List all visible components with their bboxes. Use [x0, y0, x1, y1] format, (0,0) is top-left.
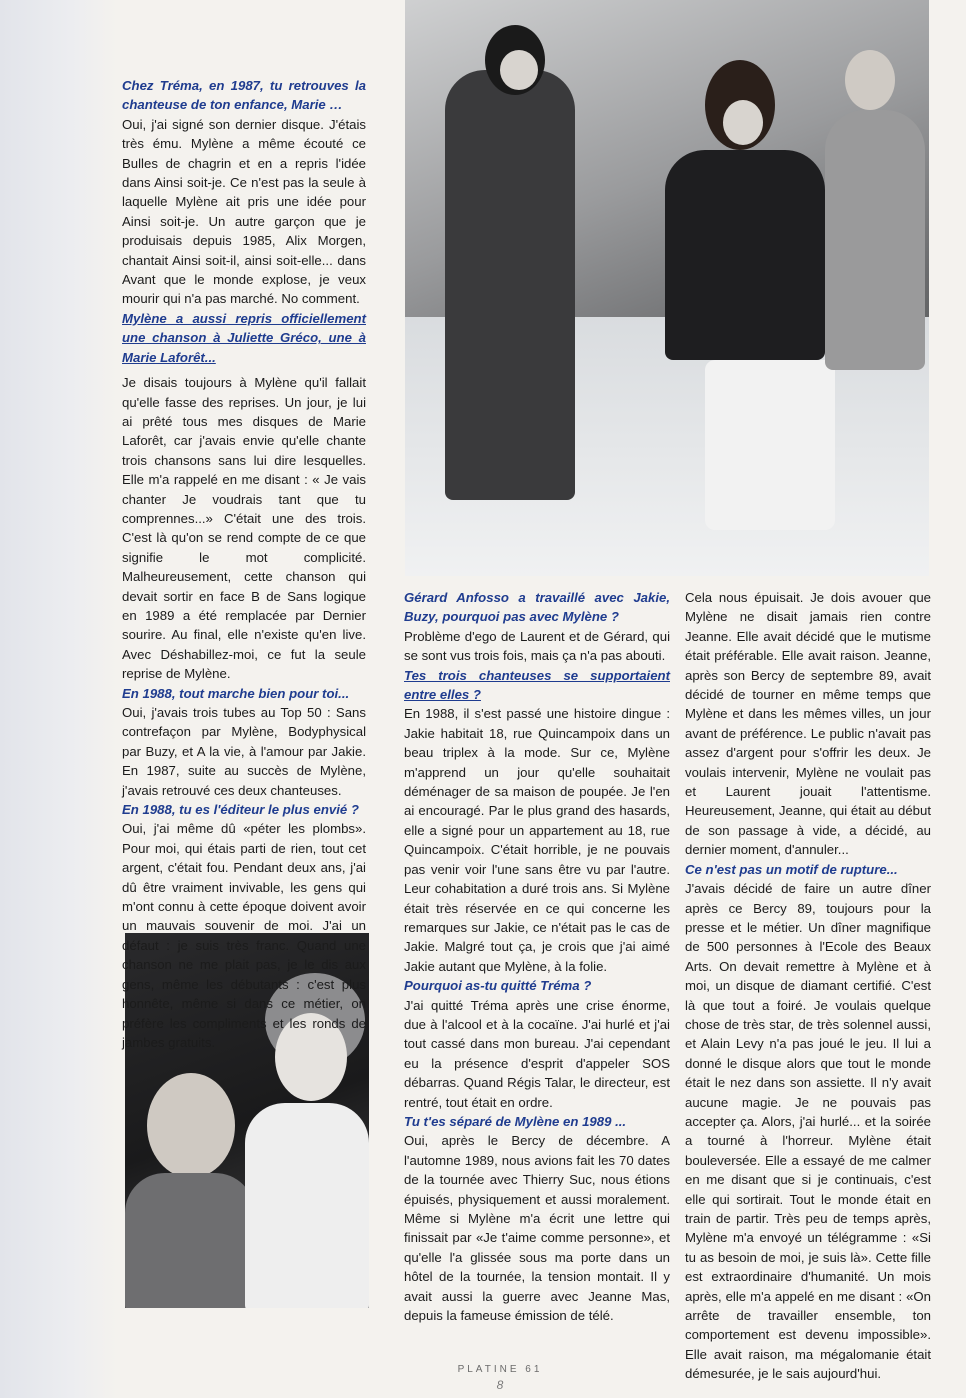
- question-heading: Ce n'est pas un motif de rupture...: [685, 861, 898, 877]
- question-heading: Chez Tréma, en 1987, tu retrouves la chanteuse de ton enfance, Marie …: [122, 78, 366, 113]
- answer-text: J'ai quitté Tréma après une crise énorme, due à l'alcool et à la cocaïne. J'ai hurlé et j'ai tout cassé dans mon bureau. J'ai cependant eu la présence d'esprit d'appeler SOS débarras. Quand Régis Talar, le directeur, est rentré, tout était en ordre.: [404, 997, 670, 1110]
- answer-text: Cela nous épuisait. Je dois avouer que Mylène ne disait jamais rien contre Jeanne. Elle avait décidé que le mutisme était préférable. Elle avait raison. Jeanne, après son Bercy de septembre 89, avait décidé de tourner en même temps que Mylène et dans les mêmes villes, un jour avant de préférence. Le public n'avait pas assez d'argent pour s'offrir les deux. Je voulais intervenir, Mylène ne voulait pas et Laurent jouait l'attentisme. Heureusement, Jeanne, qui était au début de son passage à vide, a décidé, au dernier moment, d'annuler...: [685, 590, 931, 858]
- answer-text: J'avais décidé de faire un autre dîner après ce Bercy 89, toujours pour la presse et le métier. Un dîner magnifique de 500 personnes à l'Ecole des Beaux Arts. On devait remettre à Mylène et à moi, un disque de diamant certifié. C'est là que tout a foiré. Je voulais quelque chose de très star, de très solennel aussi, et Alain Levy n'a pas joué le jeu. Il lui a donné le disque alors que tout le monde était le nez dans son assiette. Il n'y avait aucune magie. Je ne pouvais pas accepter ça. Alors, j'ai hurlé... et la soirée a tourné à l'horreur. Mylène était bouleversée. Elle a essayé de me calmer en me disant que si je continuais, c'est elle qui sortirait. Tout le monde était en train de partir. Très peu de temps après, Mylène m'a envoyé un télégramme : «Si tu as besoin de moi, je suis là». Cette fille est extraordinaire d'humanité. Un mois après, elle m'a appelé en me disant : «On arrête de travailler ensemble, ton comportement est devenu impossible». Elle avait raison, ma mégalomanie était démesurée, je le sais aujourd'hui.: [685, 881, 931, 1382]
- answer-text: Oui, j'ai signé son dernier disque. J'étais très ému. Mylène a même écouté ce Bulles de chagrin et en a repris l'idée dans Ainsi soit-je. Ce n'est pas la seule à laquelle Mylène ait pris une idée pour Ainsi soit-je. Un autre garçon que je produisais depuis 1985, Alix Morgen, chantait Ainsi soit-il, ainsi soit-elle... dans Avant que le monde explose, je veux mourir qui n'a pas marché. No comment.: [122, 116, 366, 307]
- interview-column-1: [122, 76, 366, 1052]
- interview-column-2: [404, 588, 670, 1325]
- page-number: 8: [496, 1378, 504, 1392]
- magazine-brand: PLATINE 61: [457, 1364, 543, 1375]
- question-heading: Pourquoi as-tu quitté Tréma ?: [404, 978, 592, 994]
- question-heading: Tes trois chanteuses se supportaient entre elles ?: [404, 667, 670, 703]
- answer-text: En 1988, il s'est passé une histoire dingue : Jakie habitait 18, rue Quincampoix dans un beau triplex à la mode. Sur ce, Mylène m'apprend un jour qu'elle souhaitait déménager de sa maison de poupée. Je l'en ai encouragé. Par le plus grand des hasards, elle a signé pour un appartement au 18, rue Quincampoix. C'était horrible, je ne pouvais pas venir voir l'une sans être vu par l'autre. Leur cohabitation a duré trois ans. Si Mylène était très réservée en ce qui concerne les remarques sur Jakie, ce n'était pas le cas de Jakie. Malgré tout ça, je crois que j'ai aimé Jakie autant que Mylène, à la folie.: [404, 706, 670, 974]
- interview-column-3: [685, 588, 931, 1384]
- facing-page-bleed: [60, 0, 126, 1100]
- answer-text: Problème d'ego de Laurent et de Gérard, qui se sont vus trois fois, mais ça n'a pas abouti.: [404, 628, 670, 664]
- question-heading: Mylène a aussi repris officiellement une chanson à Juliette Gréco, une à Marie Laforêt...: [122, 310, 366, 365]
- question-heading: Tu t'es séparé de Mylène en 1989 ...: [404, 1113, 627, 1129]
- question-heading: En 1988, tu es l'éditeur le plus envié ?: [122, 802, 359, 818]
- answer-text: Oui, j'ai même dû «péter les plombs». Pour moi, qui étais parti de rien, tout cet argent, c'était fou. Pendant deux ans, j'ai dû être vraiment invivable, les gens qui m'ont connu à cette époque doivent avoir un mauvais souvenir de moi. J'ai un défaut : je suis très franc. Quand une chanson ne me plait pas, je le dis aux gens, même les débutants : c'est plus honnête, même si dans ce métier, on préfère les compliments et les ronds de jambes gratuits.: [122, 821, 366, 1050]
- answer-text: Oui, j'avais trois tubes au Top 50 : Sans contrefaçon par Mylène, Bodyphysical par Buzy, et A la vie, à l'amour par Jakie. En 1987, suite au succès de Mylène, j'avais retrouvé ces deux chanteuses.: [122, 705, 366, 798]
- answer-text: Oui, après le Bercy de décembre. A l'automne 1989, nous avions fait les 70 dates de la tournée avec Thierry Suc, nous étions épuisés, physiquement et aussi moralement. Même si Mylène m'a écrit une lettre qui finissait par «Je t'aime comme personne», et qu'elle l'a glissée sous ma porte dans un hôtel de la tournée, la tension montait. Il y avait aussi la guerre avec Jeanne Mas, depuis la fameuse émission de télé.: [404, 1133, 670, 1324]
- answer-text: Je disais toujours à Mylène qu'il fallait qu'elle fasse des reprises. Un jour, je lui ai prêté tous mes disques de Marie Laforêt, car j'avais envie qu'elle chante trois chansons sans lui dire lesquelles. Elle m'a rappelé en me disant : « Je vais chanter Je voudrais tant que tu comprennes...» C'était une des trois. C'est là qu'on se rend compte de ce que signifie le mot complicité. Malheureusement, cette chanson qui devait sortir en face B de Sans logique en 1989 a été remplacée par Dernier sourire. Au final, elle n'existe qu'en live. Avec Déshabillez-moi, ce fut la seule reprise de Mylène.: [122, 375, 366, 682]
- ice-rink-photo: [405, 0, 929, 576]
- question-heading: Gérard Anfosso a travaillé avec Jakie, Buzy, pourquoi pas avec Mylène ?: [404, 590, 670, 625]
- question-heading: En 1988, tout marche bien pour toi...: [122, 685, 350, 701]
